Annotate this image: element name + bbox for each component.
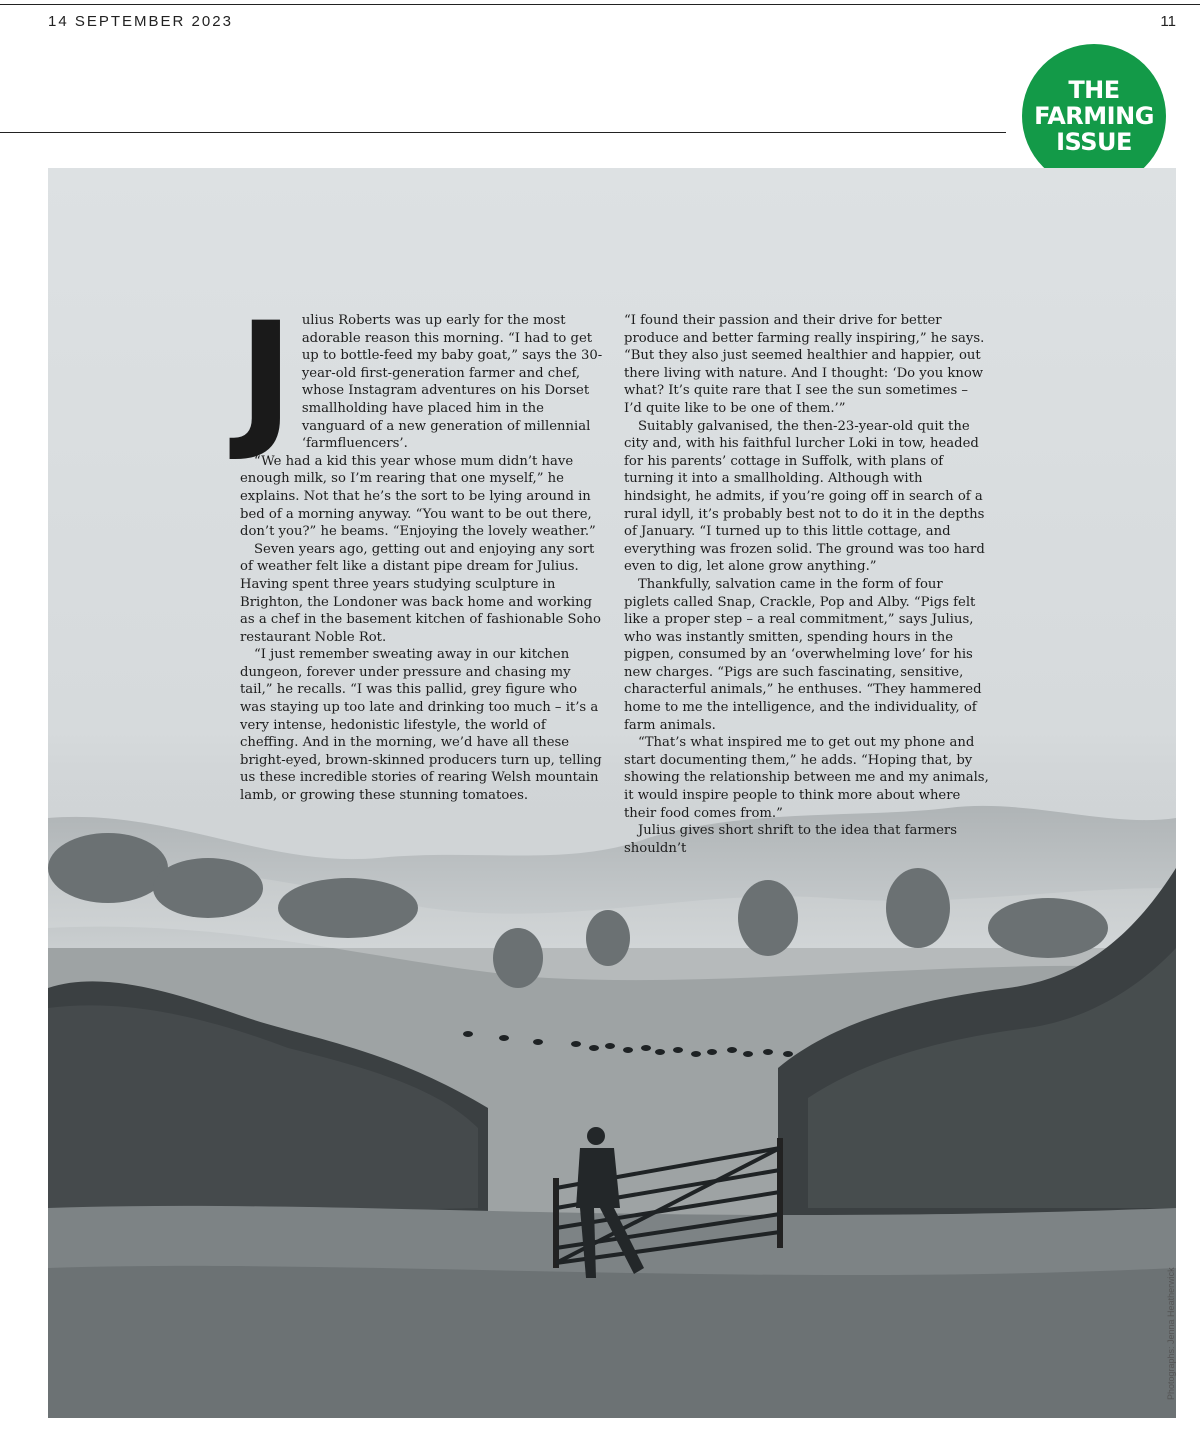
- article-paragraph: “That’s what inspired me to get out my phone and start documenting them,” he adds. “Hoping that, by showing the relationship between me and my animals, it would inspire people to think more about where their food comes from.”: [624, 735, 989, 821]
- badge-text: THE FARMING ISSUE: [1034, 76, 1154, 156]
- article-paragraph: ulius Roberts was up early for the most adorable reason this morning. “I had to get up to bottle-feed my baby goat,” says the 30-year-old first-generation farmer and chef, whose Instagram adventures on his Dorset smallholding have placed him in the vanguard of a new generation of millennial ‘farmfluencers’.: [301, 313, 603, 452]
- header-divider: [0, 132, 1006, 133]
- farming-issue-badge: [1022, 44, 1166, 188]
- article-paragraph: Thankfully, salvation came in the form of four piglets called Snap, Crackle, Pop and Alby. “Pigs felt like a proper step – a real commitment,” says Julius, who was instantly smitten, spending hours in the pigpen, consumed by an ‘overwhelming love’ for his new charges. “Pigs are such fascinating, sensitive, characterful animals,” he enthuses. “They hammered home to me the intelligence, and the individuality, of farm animals.: [624, 576, 982, 733]
- drop-cap: J: [238, 291, 294, 465]
- article-paragraph: Seven years ago, getting out and enjoying any sort of weather felt like a distant pipe dream for Julius. Having spent three years studying sculpture in Brighton, the Londoner was back home and working as a chef in the basement kitchen of fashionable Soho restaurant Noble Rot.: [240, 541, 601, 645]
- landscape-photo: [48, 168, 1176, 1418]
- article-left-column: [238, 291, 605, 805]
- article-paragraph: “I just remember sweating away in our kitchen dungeon, forever under pressure and chasing my tail,” he recalls. “I was this pallid, grey figure who was staying up too late and drinking too much – it’s a very intense, hedonistic lifestyle, the world of cheffing. And in the morning, we’d have all these bright-eyed, brown-skinned producers turn up, telling us these incredible stories of rearing Welsh mountain lamb, or growing these stunning tomatoes.: [240, 647, 602, 804]
- article-paragraph: Julius gives short shrift to the idea that farmers shouldn’t: [624, 823, 958, 856]
- article-paragraph: Suitably galvanised, the then-23-year-old quit the city and, with his faithful lurcher Loki in tow, headed for his parents’ cottage in Suffolk, with plans of turning it into a smallholding. Although with hindsight, he admits, if you’re going off in search of a rural idyll, it’s probably best not to do it in the depths of January. “I turned up to this little cottage, and everything was frozen solid. The ground was too hard even to dig, let alone grow anything.”: [624, 418, 985, 575]
- article-paragraph: “I found their passion and their drive for better produce and better farming really inspiring,” he says. “But they also just seemed healthier and happier, out there living with nature. And I thought: ‘Do you know what? It’s quite rare that I see the sun sometimes – I’d quite like to be one of them.’”: [624, 313, 985, 416]
- article-paragraph: “We had a kid this year whose mum didn’t have enough milk, so I’m rearing that one myself,” he explains. Not that he’s the sort to be lying around in bed of a morning anyway. “You want to be out there, don’t you?” he beams. “Enjoying the lovely weather.”: [240, 453, 596, 540]
- page-number: 11: [1160, 13, 1176, 30]
- top-rule: [0, 4, 1200, 5]
- article-right-column: [624, 312, 990, 857]
- issue-date: 14 SEPTEMBER 2023: [48, 13, 233, 30]
- photo-credit: Photographs: Jenna Heatherwick: [1166, 1267, 1176, 1400]
- farm-landscape-illustration: [48, 168, 1176, 1418]
